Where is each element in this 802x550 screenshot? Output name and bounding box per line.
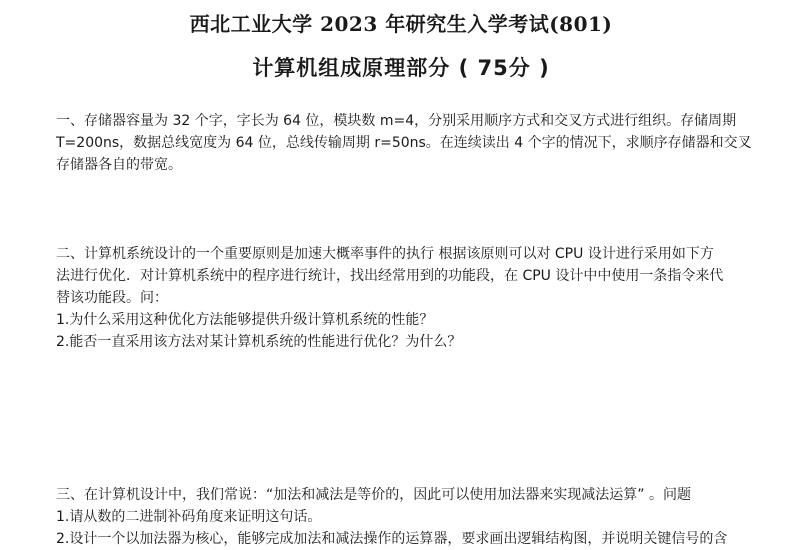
question-1 (56, 110, 756, 176)
question-2-line-3: 替该功能段。问： (56, 290, 168, 306)
question-3 (56, 484, 756, 550)
question-3-line-3: 2.设计一个以加法器为核心，能够完成加法和减法操作的运算器，要求画出逻辑结构图，并说明关键信号的含 (56, 531, 728, 547)
question-2 (56, 243, 756, 353)
question-1-line-3: 存储器各自的带宽。 (56, 157, 182, 173)
question-2-line-4: 1.为什么采用这种优化方法能够提供升级计算机系统的性能？ (56, 312, 434, 328)
exam-title: 西北工业大学 2023 年研究生入学考试(801) (189, 12, 613, 36)
question-1-line-1: 一、存储器容量为 32 个字，字长为 64 位，模块数 m=4，分别采用顺序方式和交叉方式进行组织。存储周期 (56, 113, 737, 129)
question-3-line-1: 三、在计算机设计中，我们常说：“加法和减法是等价的，因此可以使用加法器来实现减法运算” 。问题 (56, 487, 691, 503)
section-title: 计算机组成原理部分 ( 75分 ) (252, 56, 550, 80)
question-1-line-2: T=200ns，数据总线宽度为 64 位，总线传输周期 r=50ns。在连续读出 4 个字的情况下，求顺序存储器和交叉 (56, 135, 752, 151)
question-2-line-1: 二、计算机系统设计的一个重要原则是加速大概率事件的执行 根据该原则可以对 CPU 设计进行采用如下方 (56, 246, 714, 262)
question-2-line-5: 2.能否一直采用该方法对某计算机系统的性能进行优化？为什么？ (56, 334, 462, 350)
question-2-line-2: 法进行优化．对计算机系统中的程序进行统计，找出经常用到的功能段，在 CPU 设计中中使用一条指令来代 (56, 268, 724, 284)
question-3-line-2: 1.请从数的二进制补码角度来证明这句话。 (56, 509, 322, 525)
